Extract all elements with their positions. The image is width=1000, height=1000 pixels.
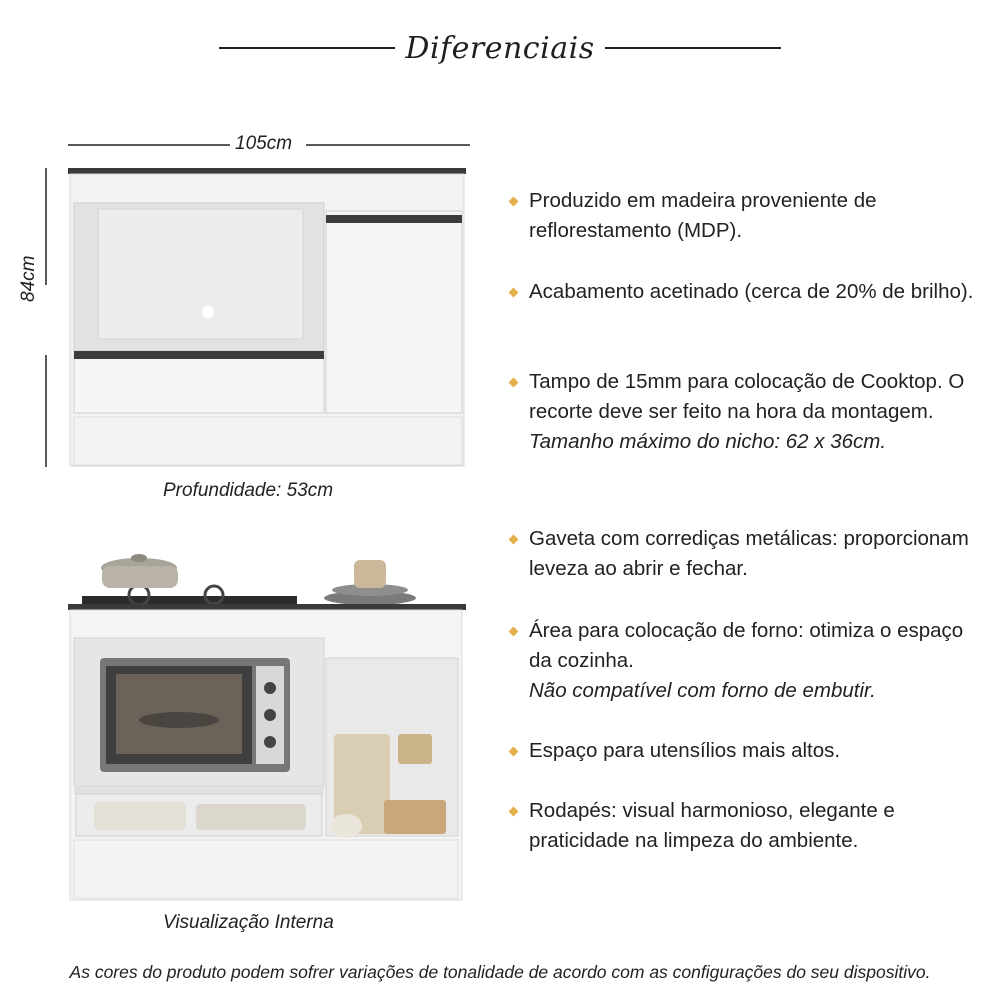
door-handle	[326, 215, 462, 223]
section-header	[0, 26, 1000, 70]
title-left-rule	[219, 47, 395, 49]
depth-caption: Profundidade: 53cm	[163, 480, 334, 501]
cabinet-interior-view	[64, 548, 484, 908]
feature-text: Gaveta com corrediças metálicas: proporcionam leveza ao abrir e fechar.	[529, 527, 969, 580]
interior-caption: Visualização Interna	[163, 912, 334, 933]
feature-item	[508, 367, 978, 457]
feature-item	[508, 736, 840, 766]
diamond-bullet-icon	[509, 535, 519, 545]
feature-item	[508, 524, 978, 584]
feature-text: Tampo de 15mm para colocação de Cooktop. O recorte deve ser feito na hora da montagem.	[529, 370, 965, 423]
folded-towels	[94, 802, 186, 830]
feature-text: Área para colocação de forno: otimiza o espaço da cozinha.	[529, 619, 964, 672]
diamond-bullet-icon	[509, 288, 519, 298]
feature-text: Espaço para utensílios mais altos.	[529, 739, 841, 762]
cable-hole	[202, 306, 214, 318]
feature-note: Tamanho máximo do nicho: 62 x 36cm.	[529, 430, 887, 453]
height-dimension-label: 84cm	[18, 255, 39, 302]
countertop	[68, 168, 466, 174]
diamond-bullet-icon	[509, 627, 519, 637]
feature-text: Acabamento acetinado (cerca de 20% de brilho).	[529, 280, 974, 303]
feature-item	[508, 796, 978, 856]
section-title: Diferenciais	[405, 30, 595, 66]
diamond-bullet-icon	[509, 807, 519, 817]
feature-item	[508, 186, 978, 246]
feature-item	[508, 277, 973, 307]
feature-text: Produzido em madeira proveniente de reflorestamento (MDP).	[529, 189, 877, 242]
feature-text: Rodapés: visual harmonioso, elegante e praticidade na limpeza do ambiente.	[529, 799, 895, 852]
width-dimension-label: 105cm	[235, 133, 293, 154]
cooktop	[82, 596, 297, 604]
color-disclaimer: As cores do produto podem sofrer variações de tonalidade de acordo com as configurações do seu dispositivo.	[69, 962, 931, 982]
countertop-interior	[68, 604, 466, 610]
diamond-bullet-icon	[509, 197, 519, 207]
drawer-handle	[74, 351, 324, 359]
diamond-bullet-icon	[509, 378, 519, 388]
feature-item	[508, 616, 978, 706]
diamond-bullet-icon	[509, 747, 519, 757]
cup-stack	[354, 560, 386, 588]
feature-note: Não compatível com forno de embutir.	[529, 679, 876, 702]
cabinet-front-view	[68, 165, 468, 470]
title-right-rule	[605, 47, 781, 49]
